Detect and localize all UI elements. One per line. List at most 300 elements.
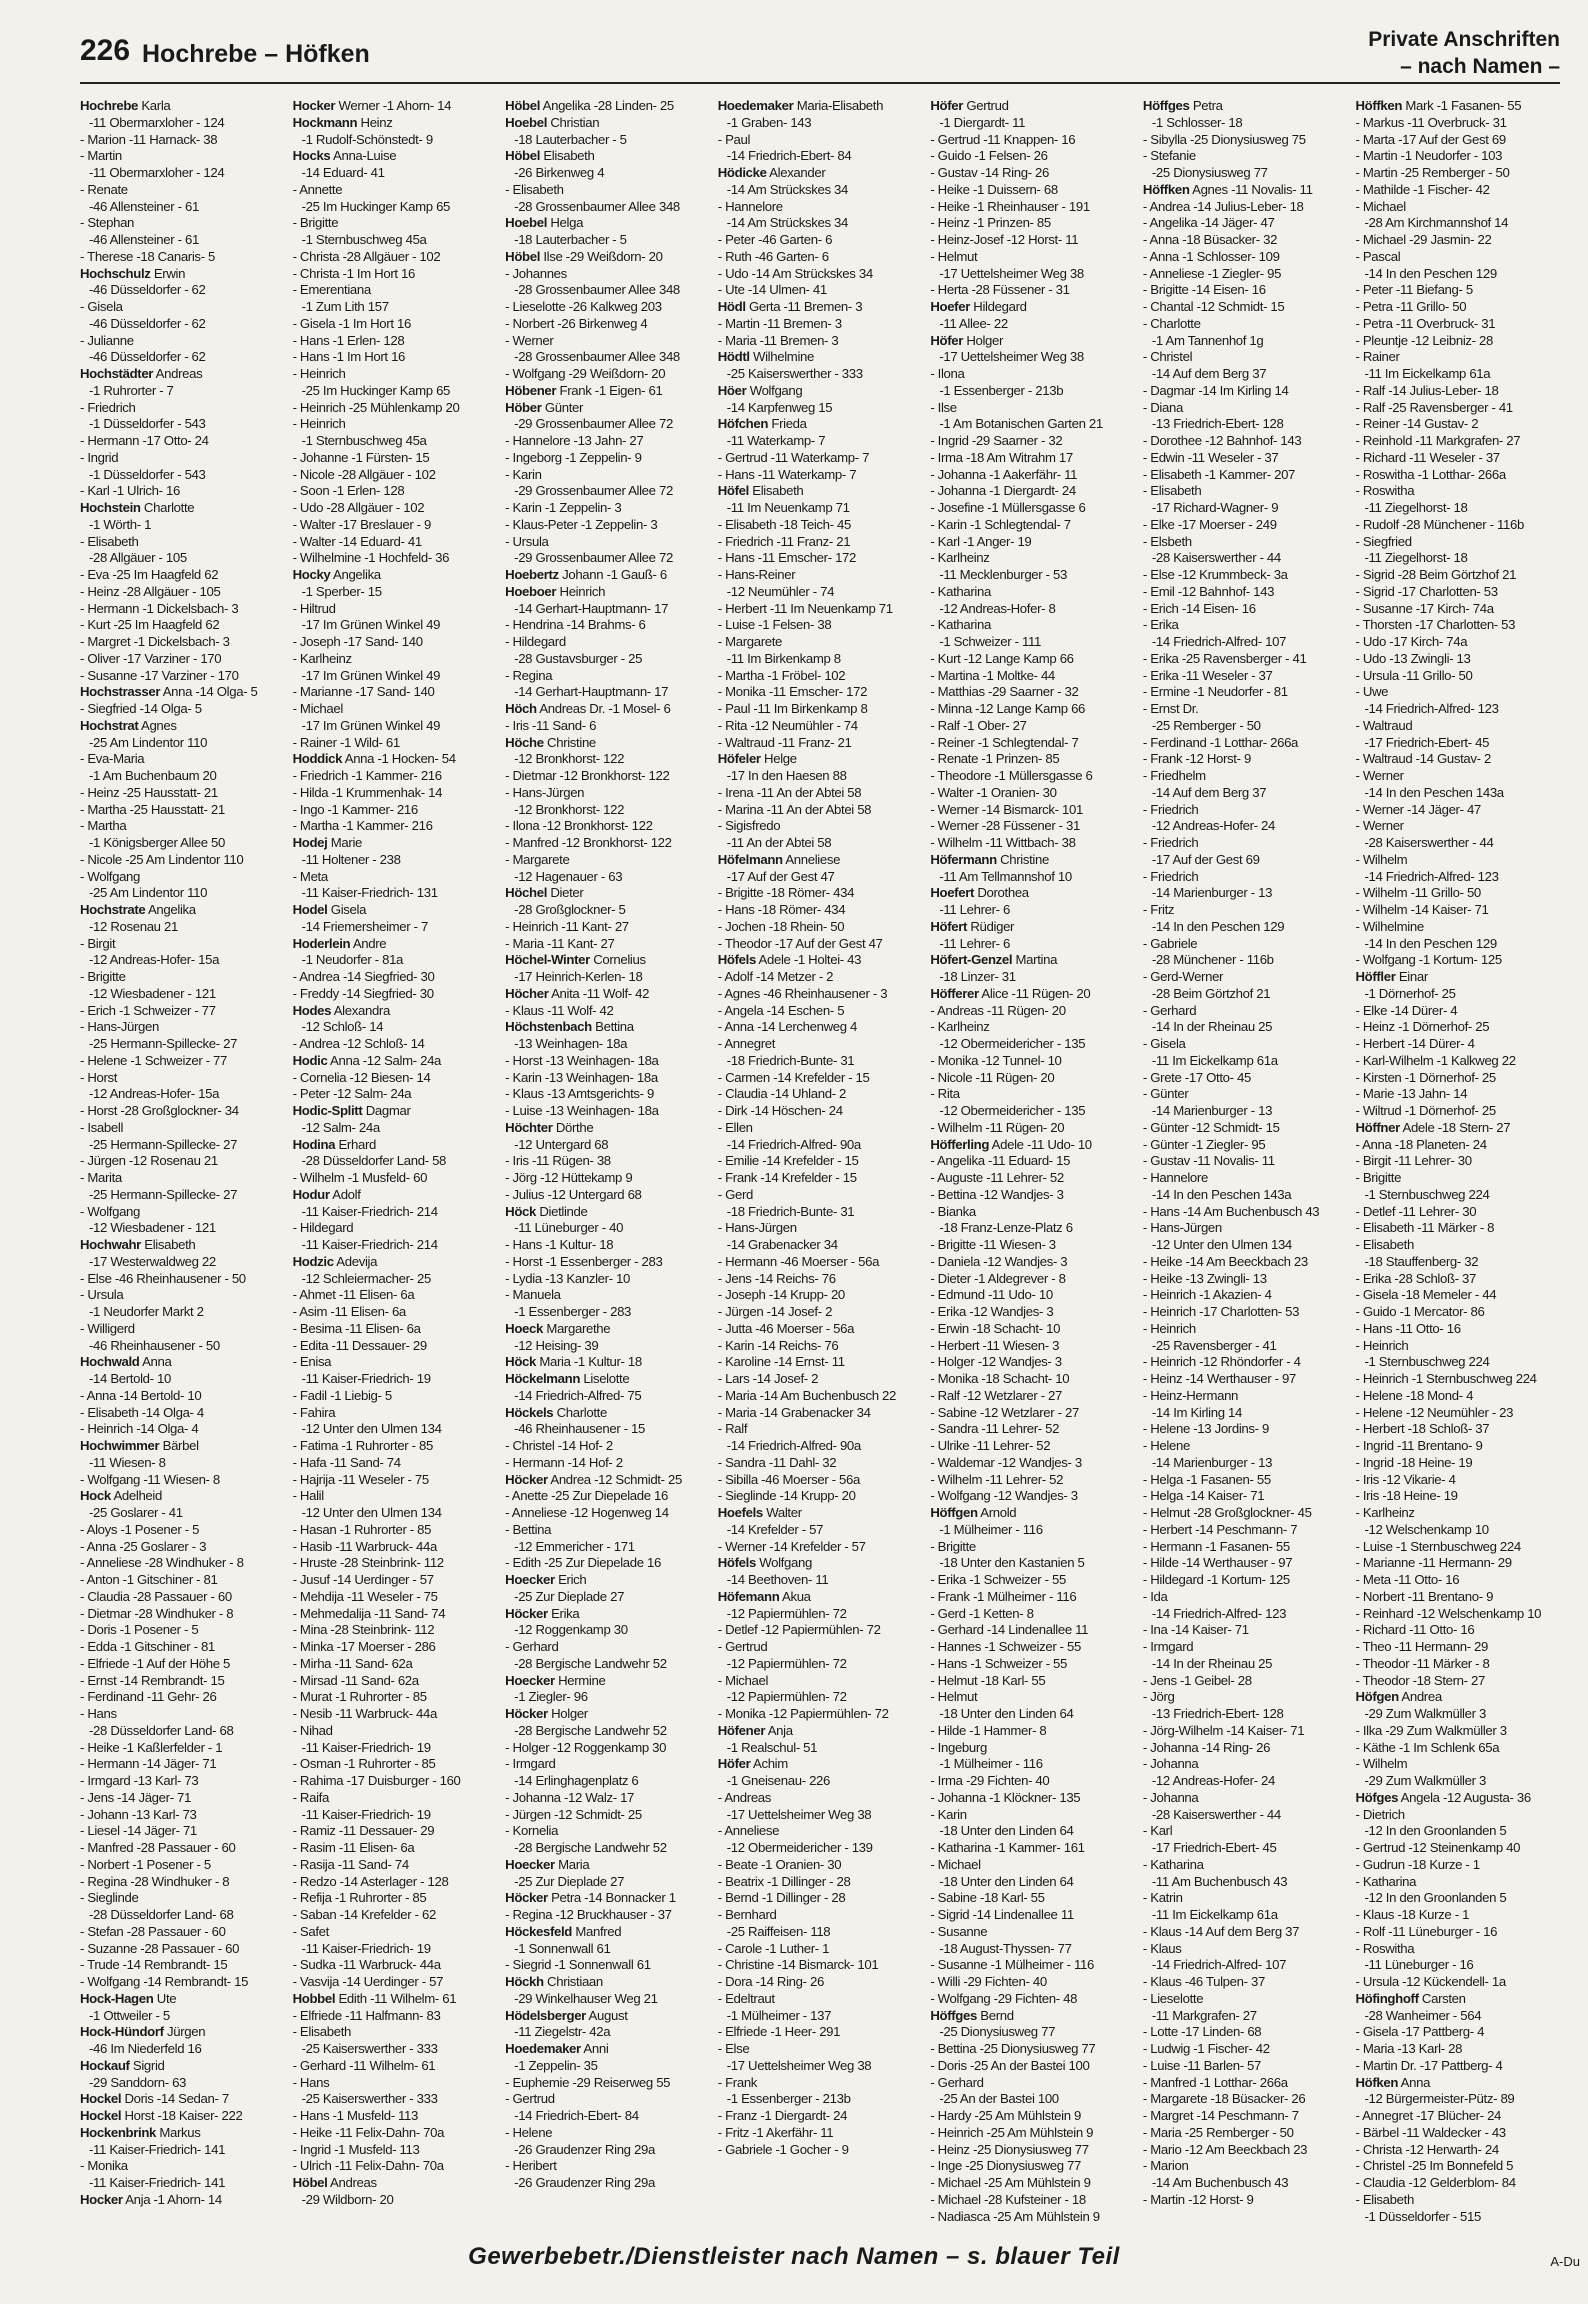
- entry-line: - Ilka -29 Zum Walkmüller 3: [1355, 1722, 1507, 1738]
- entry-line: - Redzo -14 Asterlager - 128: [292, 1873, 449, 1889]
- entry-line: - Helene -13 Jordins- 9: [1142, 1421, 1269, 1437]
- entry-detail: Elisabeth: [540, 148, 595, 164]
- surname-entry: [930, 885, 1139, 902]
- entry-line: - Margret -14 Peschmann- 7: [1142, 2108, 1299, 2123]
- entry-detail: Martina: [1012, 952, 1058, 968]
- entry-line: -1 Am Tannenhof 1g: [1151, 332, 1264, 348]
- entry-line: - Ahmet -11 Elisen- 6a: [292, 1287, 415, 1303]
- directory-column-4: [718, 98, 927, 2230]
- entry-line: -1 Sternbuschweg 224: [1364, 1186, 1490, 1202]
- entry-line: - Monika -12 Papiermühlen- 72: [717, 1706, 889, 1721]
- entry-line: - Manfred -28 Passauer - 60: [80, 1840, 236, 1855]
- entry-line: -28 Gustavsburger - 25: [514, 650, 643, 666]
- entry-line: - Ingeburg: [930, 1739, 987, 1755]
- entry-line: - Claudia -14 Uhland- 2: [717, 1086, 847, 1102]
- entry-line: - Manfred -1 Lotthar- 266a: [1142, 2074, 1288, 2090]
- entry-line: -14 Auf dem Berg 37: [1151, 366, 1267, 381]
- surname-entry: [505, 148, 714, 165]
- entry-line: - Detlef -12 Papiermühlen- 72: [717, 1622, 881, 1638]
- entry-line: - Martha -1 Fröbel- 102: [717, 667, 846, 683]
- entry-line: - Theodor -11 Märker - 8: [1355, 1655, 1490, 1671]
- entry-line: - Norbert -26 Birkenweg 4: [505, 315, 648, 331]
- entry-line: -1 Neudorfer - 81a: [301, 952, 404, 968]
- entry-line: - Karin -13 Weinhagen- 18a: [505, 1069, 658, 1085]
- surname: Höfermann: [930, 851, 997, 867]
- entry-line: -1 Mülheimer - 116: [939, 1521, 1043, 1537]
- surname: Hodina: [292, 1136, 336, 1152]
- entry-line: - Jusuf -14 Uerdinger - 57: [292, 1572, 434, 1587]
- entry-line: - Fritz -1 Akerfähr- 11: [717, 2124, 834, 2140]
- entry-line: - Doris -25 An der Bastei 100: [930, 2057, 1090, 2073]
- entry-line: -17 Friedrich-Ebert- 45: [1151, 1840, 1277, 1855]
- entry-line: - Heinrich -1 Akazien- 4: [1142, 1287, 1272, 1303]
- surname: Höck: [505, 1354, 537, 1370]
- entry-line: - Ursula: [505, 533, 549, 549]
- entry-line: - Ernst -14 Rembrandt- 15: [80, 1672, 225, 1688]
- entry-line: - Gisela -17 Pattberg- 4: [1355, 2024, 1485, 2040]
- entry-line: -11 Kaiser-Friedrich- 214: [301, 1203, 438, 1219]
- directory-column-3: [505, 98, 714, 2230]
- entry-line: -12 Schloß- 14: [301, 1019, 384, 1035]
- surname: Höckh: [505, 1974, 544, 1989]
- entry-line: - Matthias -29 Saarner - 32: [930, 684, 1079, 700]
- surname-entry: [718, 165, 927, 182]
- entry-line: - Heinz-Josef -12 Horst- 11: [930, 232, 1079, 247]
- surname: Höfges: [1355, 1789, 1399, 1805]
- entry-line: -11 Kaiser-Friedrich- 141: [89, 2175, 226, 2190]
- surname-entry: [1355, 1991, 1564, 2008]
- surname-entry: [930, 2008, 1139, 2025]
- entry-detail: Christian: [547, 114, 600, 130]
- entry-line: - Hafa -11 Sand- 74: [292, 1454, 401, 1470]
- surname-entry: [1355, 98, 1564, 115]
- entry-detail: Christine: [996, 851, 1049, 867]
- entry-line: -18 Linzer- 31: [939, 969, 1016, 984]
- entry-line: - Friedhelm: [1142, 768, 1206, 783]
- surname-entry: [718, 98, 927, 115]
- entry-line: - Emerentiana: [292, 282, 371, 298]
- entry-line: - Manfred -12 Bronkhorst- 122: [505, 835, 672, 850]
- entry-line: - Johanna: [1142, 1756, 1199, 1772]
- surname-entry: [930, 1137, 1139, 1154]
- entry-line: - Gerhard -11 Wilhelm- 61: [292, 2057, 436, 2073]
- entry-line: -14 Friedrich-Alfred- 107: [1151, 1957, 1287, 1973]
- entry-detail: Achim: [750, 1756, 788, 1772]
- surname-entry: [718, 1555, 927, 1572]
- entry-line: - Markus -11 Overbruck- 31: [1355, 114, 1507, 130]
- entry-line: -12 Wiesbadener - 121: [89, 985, 216, 1001]
- entry-line: -11 Kaiser-Friedrich- 214: [301, 1237, 438, 1252]
- entry-line: -25 Am Lindentor 110: [89, 885, 208, 901]
- entry-line: - Brigitte: [292, 215, 339, 231]
- surname-entry: [80, 2091, 289, 2108]
- surname-entry: [930, 1505, 1139, 1522]
- entry-line: - Wiltrud -1 Dörnerhof- 25: [1355, 1103, 1496, 1118]
- surname-entry: [293, 1103, 502, 1120]
- entry-line: - Elfriede -1 Heer- 291: [717, 2024, 841, 2040]
- entry-line: - Elisabeth: [1142, 483, 1202, 499]
- entry-line: - Jörg: [1142, 1689, 1175, 1705]
- entry-line: - Manuela: [505, 1287, 561, 1303]
- entry-line: - Anna -18 Planeten- 24: [1355, 1136, 1487, 1152]
- entry-line: - Wilhelmine: [1355, 918, 1424, 934]
- entry-line: -14 Am Buchenbusch 43: [1151, 2175, 1289, 2190]
- entry-line: - Katrin: [1142, 1890, 1183, 1906]
- entry-line: - Christel -14 Hof- 2: [505, 1438, 613, 1453]
- entry-line: -14 Am Strückskes 34: [726, 215, 848, 231]
- entry-line: - Minka -17 Moerser - 286: [292, 1639, 436, 1654]
- surname: Höfert-Genzel: [930, 952, 1013, 968]
- entry-line: -18 Unter den Linden 64: [939, 1873, 1074, 1889]
- surname: Hodzic: [292, 1253, 334, 1269]
- entry-line: -46 Im Niederfeld 16: [89, 2041, 202, 2056]
- surname: Hodej: [292, 835, 328, 850]
- entry-line: - Karlheinz: [292, 650, 352, 666]
- entry-line: -14 Gerhart-Hauptmann- 17: [514, 600, 669, 616]
- surname: Hochstrate: [80, 902, 146, 917]
- entry-detail: Ilse -29 Weißdorn- 20: [540, 248, 663, 264]
- entry-line: -25 Dionysiusweg 77: [939, 2024, 1056, 2040]
- entry-line: - Sigrid -17 Charlotten- 53: [1355, 583, 1498, 599]
- entry-line: -1 Ruhrorter - 7: [89, 382, 174, 398]
- entry-line: - Detlef -11 Lehrer- 30: [1355, 1203, 1477, 1219]
- entry-line: - Friedrich -1 Kammer- 216: [292, 768, 442, 783]
- surname: Höffner: [1355, 1119, 1400, 1135]
- directory-column-5: [930, 98, 1139, 2230]
- entry-line: - Ina -14 Kaiser- 71: [1142, 1622, 1249, 1638]
- entry-line: -14 Friedrich-Alfred- 90a: [726, 1438, 861, 1453]
- entry-line: - Joseph -14 Krupp- 20: [717, 1287, 845, 1303]
- surname-entry: [1143, 182, 1352, 199]
- surname: Höfener: [717, 1722, 766, 1738]
- entry-line: - Soon -1 Erlen- 128: [292, 483, 405, 499]
- entry-line: - Helene -1 Schweizer - 77: [80, 1052, 228, 1068]
- entry-line: -17 In den Haesen 88: [726, 768, 847, 783]
- surname: Höcker: [505, 1471, 548, 1487]
- entry-line: - Raifa: [292, 1789, 329, 1805]
- entry-line: - Lieselotte -26 Kalkweg 203: [505, 299, 662, 314]
- surname: Hockenbrink: [80, 2124, 157, 2140]
- entry-line: - Johanna: [1142, 1789, 1199, 1805]
- surname-entry: [293, 751, 502, 768]
- entry-line: - Wolfgang -29 Weißdorn- 20: [505, 366, 666, 381]
- entry-line: - Ingrid -29 Saarner - 32: [930, 433, 1063, 448]
- entry-line: - Johanna -12 Walz- 17: [505, 1789, 635, 1805]
- entry-line: - Maria -11 Kant- 27: [505, 935, 615, 951]
- entry-line: - Jens -14 Jäger- 71: [80, 1789, 192, 1805]
- entry-line: -25 Kaiserswerther - 333: [726, 366, 863, 381]
- surname: Hock: [80, 1488, 111, 1504]
- entry-line: -1 Düsseldorfer - 543: [89, 416, 206, 432]
- entry-line: -46 Rheinhausener - 50: [89, 1337, 220, 1353]
- entry-line: -14 Friemersheimer - 7: [301, 918, 428, 934]
- entry-line: - Nihad: [292, 1722, 333, 1738]
- surname-entry: [293, 1053, 502, 1070]
- surname-entry: [718, 383, 927, 400]
- entry-line: -18 Unter den Linden 64: [939, 1706, 1074, 1721]
- entry-line: -11 Im Neuenkamp 71: [726, 500, 850, 515]
- entry-line: - Ruth -46 Garten- 6: [717, 248, 829, 264]
- entry-line: - Johanna -1 Klöckner- 135: [930, 1789, 1081, 1805]
- entry-line: -1 Sternbuschweg 45a: [301, 433, 427, 448]
- entry-line: - Heinrich -12 Rhöndorfer - 4: [1142, 1354, 1301, 1370]
- entry-line: - Rudolf -28 Münchener - 116b: [1355, 516, 1524, 532]
- entry-line: - Wolfgang -14 Rembrandt- 15: [80, 1974, 249, 1989]
- entry-line: -17 Uettelsheimer Weg 38: [726, 1806, 872, 1822]
- entry-line: - Hermann -17 Otto- 24: [80, 433, 209, 448]
- entry-line: - Maria -13 Karl- 28: [1355, 2041, 1463, 2056]
- entry-line: - Hans -1 Kultur- 18: [505, 1237, 614, 1252]
- directory-column-6: [1143, 98, 1352, 2230]
- entry-detail: Holger: [963, 332, 1004, 348]
- entry-line: - Erich -14 Eisen- 16: [1142, 600, 1256, 616]
- entry-line: - Udo -28 Allgäuer - 102: [292, 500, 425, 515]
- entry-line: - Carole -1 Luther- 1: [717, 1940, 830, 1956]
- entry-line: -17 Uettelsheimer Weg 38: [939, 349, 1084, 365]
- entry-line: - Ilona: [930, 366, 965, 381]
- entry-line: - Pleuntje -12 Leibniz- 28: [1355, 332, 1493, 348]
- surname: Höffler: [1355, 969, 1396, 984]
- entry-line: - Hasib -11 Warbruck- 44a: [292, 1538, 437, 1554]
- entry-line: - Ursula: [80, 1287, 124, 1303]
- surname-entry: [930, 852, 1139, 869]
- surname: Höfert: [930, 918, 968, 934]
- entry-line: - Sieglinde: [80, 1890, 139, 1906]
- entry-detail: August: [585, 2007, 628, 2023]
- entry-line: - Hans -1 Erlen- 128: [292, 332, 405, 348]
- entry-line: - Freddy -14 Siegfried- 30: [292, 985, 434, 1001]
- entry-line: -25 Hermann-Spillecke- 27: [89, 1036, 238, 1051]
- entry-line: -11 Kaiser-Friedrich- 19: [301, 1739, 431, 1755]
- entry-line: - Dietrich: [1355, 1806, 1405, 1822]
- entry-detail: Erich: [554, 1572, 587, 1587]
- entry-line: - Dieter -1 Aldegrever - 8: [930, 1270, 1066, 1286]
- surname: Höfels: [717, 952, 756, 968]
- entry-detail: Frank -1 Eigen- 61: [556, 382, 663, 398]
- entry-line: -12 Andreas-Hofer- 24: [1151, 1773, 1276, 1788]
- entry-line: - Karl -1 Anger- 19: [930, 533, 1032, 549]
- entry-line: -17 Auf der Gest 69: [1151, 851, 1260, 867]
- entry-line: - Charlotte: [1142, 315, 1201, 331]
- surname-entry: [1355, 1120, 1564, 1137]
- entry-line: - Nicole -11 Rügen- 20: [930, 1069, 1055, 1085]
- entry-line: -11 Lüneburger - 40: [514, 1220, 624, 1236]
- entry-detail: Liselotte: [580, 1371, 630, 1386]
- entry-line: - Heinrich -11 Kant- 27: [505, 918, 629, 934]
- entry-detail: Ute: [153, 1990, 177, 2006]
- entry-line: - Irma -18 Am Witrahm 17: [930, 449, 1073, 465]
- entry-line: - Petra -11 Grillo- 50: [1355, 299, 1467, 314]
- entry-line: - Günter -12 Schmidt- 15: [1142, 1119, 1280, 1135]
- entry-detail: Alexander: [766, 165, 826, 180]
- entry-line: - Theodor -18 Stern- 27: [1355, 1672, 1485, 1688]
- entry-line: - Wolfgang: [80, 1203, 141, 1219]
- entry-line: - Heinrich: [292, 366, 346, 381]
- entry-line: - Sandra -11 Lehrer- 52: [930, 1421, 1060, 1437]
- entry-line: - Wilhelm: [1355, 851, 1408, 867]
- entry-line: - Wolfgang -1 Kortum- 125: [1355, 952, 1502, 968]
- entry-line: - Bianka: [930, 1203, 976, 1219]
- entry-line: - Erika -28 Schloß- 37: [1355, 1270, 1477, 1286]
- entry-line: - Helene: [1142, 1438, 1190, 1453]
- entry-line: - Helene: [505, 2124, 553, 2140]
- entry-detail: Anneliese: [782, 851, 841, 867]
- entry-line: - Elfriede -11 Halfmann- 83: [292, 2007, 441, 2023]
- entry-line: - Gerhard: [1142, 1002, 1197, 1018]
- entry-line: -25 Hermann-Spillecke- 27: [89, 1186, 238, 1202]
- entry-line: - Gertrud -11 Waterkamp- 7: [717, 449, 870, 465]
- entry-line: - Brigitte: [930, 1538, 976, 1554]
- entry-line: - Hajrija -11 Weseler - 75: [292, 1471, 429, 1487]
- entry-line: - Chantal -12 Schmidt- 15: [1142, 299, 1285, 314]
- entry-line: - Katharina: [1355, 1873, 1417, 1889]
- surname-entry: [505, 1924, 714, 1941]
- entry-line: -14 Marienburger - 13: [1151, 1454, 1273, 1470]
- entry-line: - Roswitha: [1355, 1940, 1415, 1956]
- surname: Hödtl: [717, 349, 750, 365]
- entry-line: -25 Remberger - 50: [1151, 717, 1261, 733]
- surname-entry: [80, 718, 289, 735]
- entry-line: - Ida: [1142, 1588, 1168, 1604]
- entry-detail: Frieda: [768, 416, 807, 432]
- entry-line: - Carmen -14 Krefelder - 15: [717, 1069, 870, 1085]
- entry-line: -17 Heinrich-Kerlen- 18: [514, 969, 643, 984]
- surname: Höbel: [292, 2175, 328, 2190]
- entry-line: - Hans -1 Schweizer - 55: [930, 1655, 1068, 1671]
- entry-line: -46 Rheinhausener - 15: [514, 1421, 646, 1437]
- entry-line: - Heinz -28 Allgäuer - 105: [80, 583, 221, 599]
- surname: Hoefels: [717, 1505, 763, 1520]
- entry-line: -11 An der Abtei 58: [726, 835, 832, 850]
- entry-line: - Theodore -1 Müllersgasse 6: [930, 768, 1093, 783]
- entry-line: - Eva-Maria: [80, 751, 145, 767]
- entry-line: -28 Beim Görtzhof 21: [1151, 985, 1271, 1001]
- entry-detail: Werner -1 Ahorn- 14: [335, 98, 452, 113]
- entry-line: - Ilse: [930, 399, 957, 415]
- entry-line: - Therese -18 Canaris- 5: [80, 248, 216, 264]
- surname: Hodel: [292, 902, 328, 917]
- entry-line: - Ralf -12 Wetzlarer - 27: [930, 1387, 1063, 1403]
- entry-line: - Edith -25 Zur Diepelade 16: [505, 1555, 662, 1571]
- entry-line: - Frank -14 Krefelder - 15: [717, 1170, 857, 1185]
- surname: Höchter: [505, 1119, 553, 1135]
- surname: Höffken: [1355, 98, 1403, 113]
- surname: Höfer: [930, 98, 963, 113]
- entry-line: - Mathilde -1 Fischer- 42: [1355, 181, 1490, 197]
- entry-line: - Bärbel -11 Waldecker - 43: [1355, 2124, 1506, 2140]
- entry-line: - Susanne -17 Kirch- 74a: [1355, 600, 1494, 616]
- entry-line: - Friedrich -11 Franz- 21: [717, 533, 851, 549]
- entry-line: -14 Eduard- 41: [301, 165, 385, 180]
- surname: Hocky: [292, 567, 331, 582]
- entry-line: - Annegret: [717, 1036, 776, 1051]
- entry-line: - Hermann -46 Moerser - 56a: [717, 1253, 880, 1269]
- entry-line: - Josefine -1 Müllersgasse 6: [930, 500, 1086, 515]
- entry-line: - Hannelore: [1142, 1170, 1208, 1185]
- entry-detail: Adele -1 Holtei- 43: [755, 952, 862, 968]
- surname-entry: [505, 1572, 714, 1589]
- entry-line: -1 Wörth- 1: [89, 516, 152, 532]
- entry-line: -12 Unter den Ulmen 134: [301, 1421, 442, 1437]
- entry-line: -1 Graben- 143: [726, 114, 812, 130]
- entry-line: - Aloys -1 Posener - 5: [80, 1521, 200, 1537]
- entry-line: - Hruste -28 Steinbrink- 112: [292, 1555, 444, 1571]
- entry-line: - Marie -13 Jahn- 14: [1355, 1086, 1468, 1102]
- entry-detail: Gerta -11 Bremen- 3: [745, 299, 863, 314]
- surname: Hocks: [292, 148, 331, 164]
- entry-line: -11 Am Tellmannshof 10: [939, 868, 1072, 884]
- entry-line: - Monika: [80, 2158, 128, 2174]
- surname: Hoebel: [505, 215, 548, 231]
- surname-entry: [505, 400, 714, 417]
- entry-line: -17 Uettelsheimer Weg 38: [939, 265, 1084, 281]
- entry-line: -29 Zum Walkmüller 3: [1364, 1706, 1486, 1721]
- surname: Höcker: [505, 1706, 548, 1721]
- entry-line: - Heinz -1 Dörnerhof- 25: [1355, 1019, 1490, 1035]
- entry-line: - Marina -11 An der Abtei 58: [717, 801, 872, 817]
- entry-line: - Anneliese -28 Windhuker - 8: [80, 1555, 244, 1571]
- entry-line: - Günter -1 Ziegler- 95: [1142, 1136, 1266, 1152]
- entry-line: - Andrea -14 Siegfried- 30: [292, 969, 435, 984]
- entry-line: - Hans -1 Im Hort 16: [292, 349, 406, 365]
- entry-line: - Enisa: [292, 1354, 332, 1370]
- entry-line: - Luise -11 Barlen- 57: [1142, 2057, 1262, 2073]
- surname-entry: [293, 1254, 502, 1271]
- surname-entry: [505, 1890, 714, 1907]
- entry-line: - Friedrich: [1142, 801, 1199, 817]
- entry-line: -12 Bronkhorst- 122: [514, 801, 625, 817]
- entry-line: -17 Im Grünen Winkel 49: [301, 667, 441, 683]
- entry-line: - Katharina: [930, 617, 991, 633]
- entry-line: - Heinrich -25 Am Mühlstein 9: [930, 2124, 1094, 2140]
- entry-line: -11 Ziegelhorst- 18: [1364, 500, 1468, 515]
- entry-line: -11 Lehrer- 6: [939, 935, 1011, 951]
- entry-line: - Agnes -46 Rheinhausener - 3: [717, 985, 888, 1001]
- entry-line: -14 Marienburger - 13: [1151, 1103, 1273, 1118]
- entry-line: - Gabriele: [1142, 935, 1198, 951]
- entry-line: -17 Im Grünen Winkel 49: [301, 617, 441, 633]
- entry-line: - Wilhelm: [1355, 1756, 1408, 1772]
- entry-detail: Hermine: [554, 1672, 606, 1688]
- entry-line: - Helmut -18 Karl- 55: [930, 1672, 1046, 1688]
- entry-line: - Jürgen -14 Josef- 2: [717, 1304, 833, 1319]
- entry-line: - Roswitha: [1355, 483, 1415, 499]
- surname-entry: [80, 684, 289, 701]
- entry-line: -13 Weinhagen- 18a: [514, 1036, 628, 1051]
- entry-line: -1 Sperber- 15: [301, 583, 382, 599]
- entry-line: -17 Uettelsheimer Weg 38: [726, 2057, 872, 2073]
- entry-line: - Bettina: [505, 1521, 552, 1537]
- entry-line: - Brigitte: [1355, 1170, 1402, 1185]
- entry-line: - Gisela -18 Memeler - 44: [1355, 1287, 1497, 1303]
- entry-line: - Klaus -46 Tulpen- 37: [1142, 1974, 1265, 1989]
- surname: Hodes: [292, 1002, 332, 1018]
- entry-line: - Ingo -1 Kammer- 216: [292, 801, 418, 817]
- entry-line: -14 In der Rheinau 25: [1151, 1655, 1273, 1671]
- entry-line: - Thorsten -17 Charlotten- 53: [1355, 617, 1516, 633]
- entry-line: - Susanne -17 Varziner - 170: [80, 667, 239, 683]
- entry-line: - Ralf -14 Julius-Leber- 18: [1355, 382, 1499, 398]
- entry-line: -11 Wiesen- 8: [89, 1454, 166, 1470]
- entry-line: - Rita -12 Neumühler - 74: [717, 717, 858, 733]
- entry-line: - Theodor -17 Auf der Gest 47: [717, 935, 883, 951]
- entry-line: -28 Grossenbaumer Allee 348: [514, 349, 680, 365]
- entry-line: - Fadil -1 Liebig- 5: [292, 1387, 392, 1403]
- entry-detail: Hildegard: [969, 299, 1027, 314]
- entry-line: - Wolfgang -29 Fichten- 48: [930, 1990, 1078, 2006]
- entry-line: - Hermann -14 Jäger- 71: [80, 1756, 217, 1772]
- entry-line: - Cornelia -12 Biesen- 14: [292, 1069, 431, 1085]
